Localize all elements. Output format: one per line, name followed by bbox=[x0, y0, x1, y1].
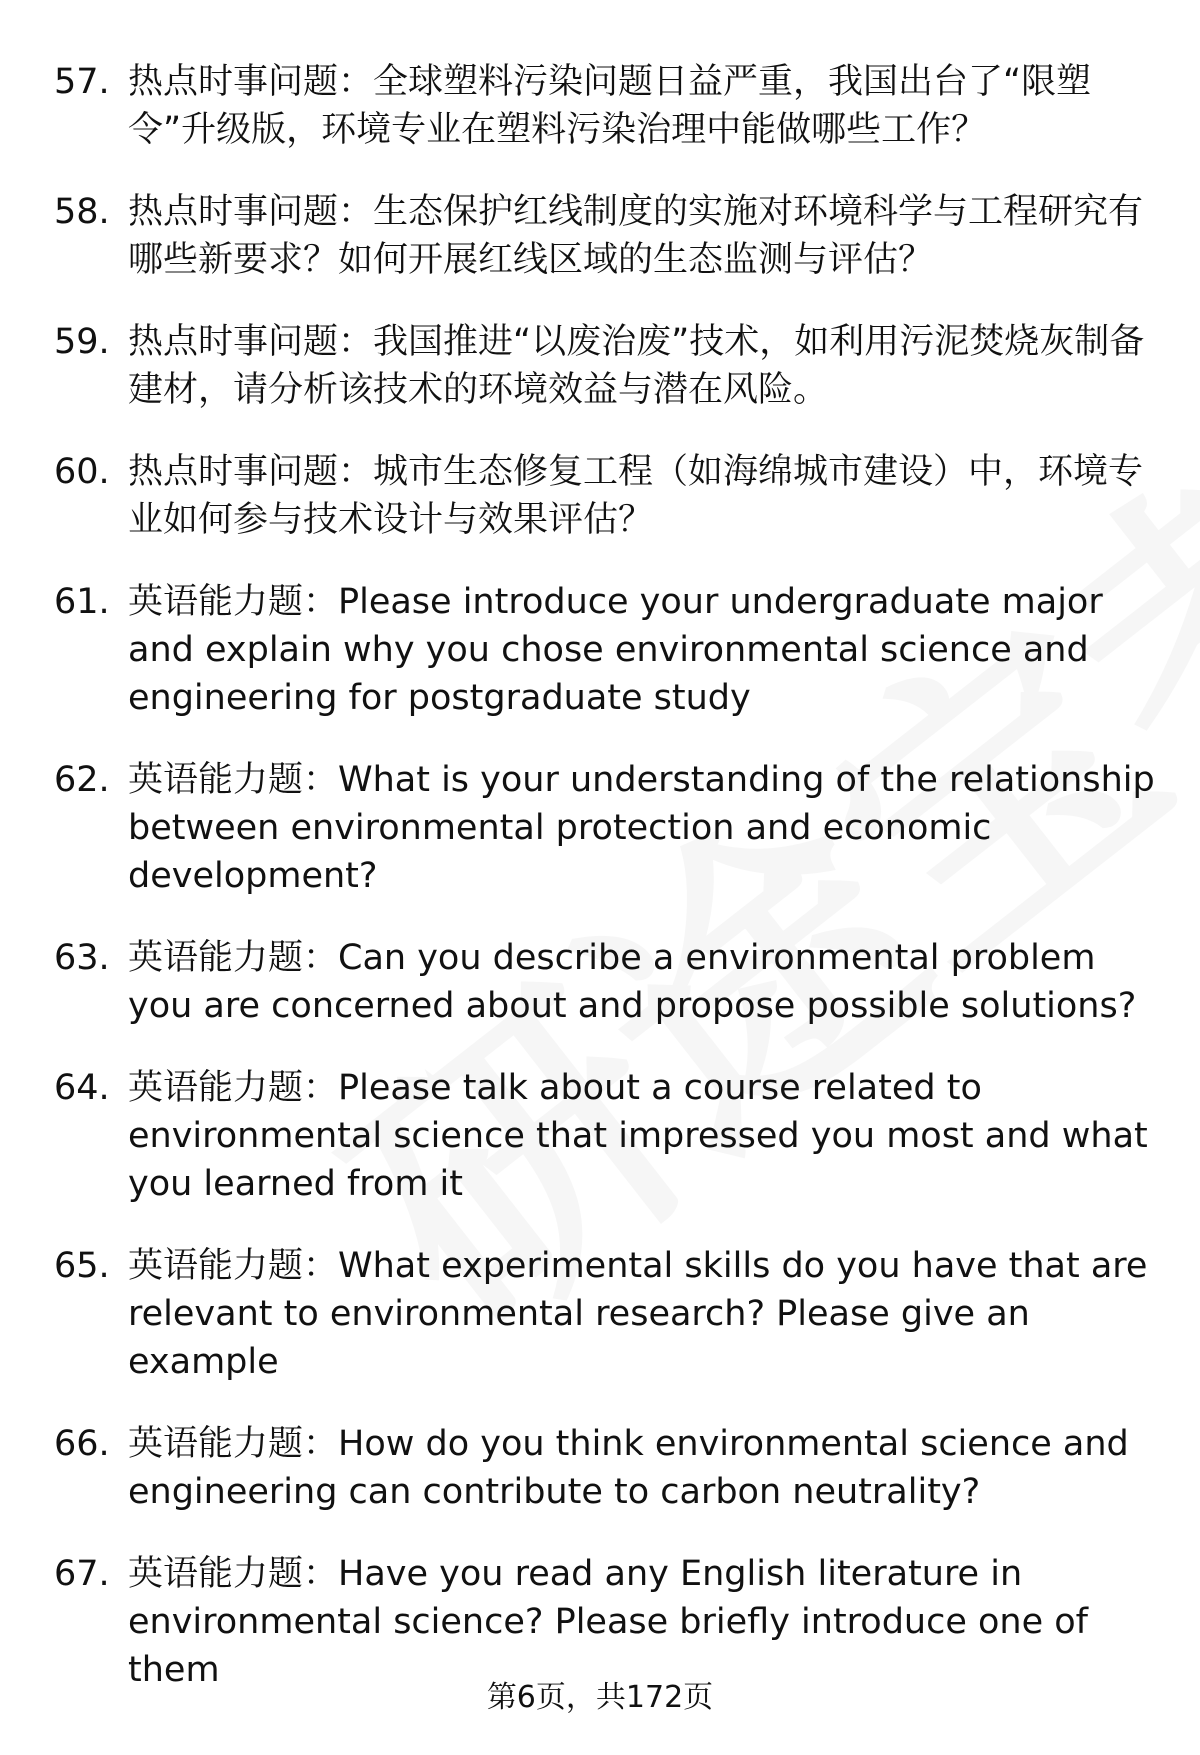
question-number: 57. bbox=[54, 62, 110, 102]
question-number: 61. bbox=[54, 582, 110, 622]
question-text: 热点时事问题：我国推进“以废治废”技术，如利用污泥焚烧灰制备建材，请分析该技术的环境效益与潜在风险。 bbox=[128, 322, 1145, 410]
question-number: 59. bbox=[54, 322, 110, 362]
question-item bbox=[0, 1242, 1200, 1386]
question-text: 热点时事问题：城市生态修复工程（如海绵城市建设）中，环境专业如何参与技术设计与效果评估？ bbox=[128, 452, 1144, 540]
question-item bbox=[0, 578, 1200, 722]
question-item bbox=[0, 188, 1200, 284]
question-number: 66. bbox=[54, 1424, 110, 1464]
question-item bbox=[0, 1420, 1200, 1516]
question-item bbox=[0, 1064, 1200, 1208]
question-text: 热点时事问题：生态保护红线制度的实施对环境科学与工程研究有哪些新要求？如何开展红线区域的生态监测与评估？ bbox=[128, 192, 1144, 280]
question-item bbox=[0, 318, 1200, 414]
question-number: 62. bbox=[54, 760, 110, 800]
question-number: 64. bbox=[54, 1068, 110, 1108]
question-number: 63. bbox=[54, 938, 110, 978]
question-item bbox=[0, 58, 1200, 154]
question-number: 67. bbox=[54, 1554, 110, 1594]
question-item bbox=[0, 934, 1200, 1030]
question-item bbox=[0, 756, 1200, 900]
question-list bbox=[0, 58, 1200, 1728]
question-number: 60. bbox=[54, 452, 110, 492]
page-footer: 第6页，共172页 bbox=[486, 1680, 714, 1715]
question-text: 英语能力题：Please talk about a course related to environmental science that impressed you most and what you learned from it bbox=[128, 1068, 1148, 1204]
question-text: 英语能力题：Can you describe a environmental problem you are concerned about and propose possible solutions? bbox=[128, 938, 1137, 1026]
question-item bbox=[0, 448, 1200, 544]
question-text: 热点时事问题：全球塑料污染问题日益严重，我国出台了“限塑令”升级版，环境专业在塑料污染治理中能做哪些工作？ bbox=[128, 62, 1092, 150]
question-item bbox=[0, 1550, 1200, 1694]
question-text: 英语能力题：Please introduce your undergraduate major and explain why you chose environmental science and engineering for postgraduate study bbox=[128, 582, 1103, 718]
question-number: 65. bbox=[54, 1246, 110, 1286]
question-text: 英语能力题：How do you think environmental science and engineering can contribute to carbon neutrality? bbox=[128, 1424, 1129, 1512]
question-text: 英语能力题：What is your understanding of the relationship between environmental protection and economic development? bbox=[128, 760, 1155, 896]
question-text: 英语能力题：Have you read any English literature in environmental science? Please briefly introduce one of them bbox=[128, 1554, 1089, 1690]
question-number: 58. bbox=[54, 192, 110, 232]
question-text: 英语能力题：What experimental skills do you have that are relevant to environmental research? Please give an example bbox=[128, 1246, 1148, 1382]
